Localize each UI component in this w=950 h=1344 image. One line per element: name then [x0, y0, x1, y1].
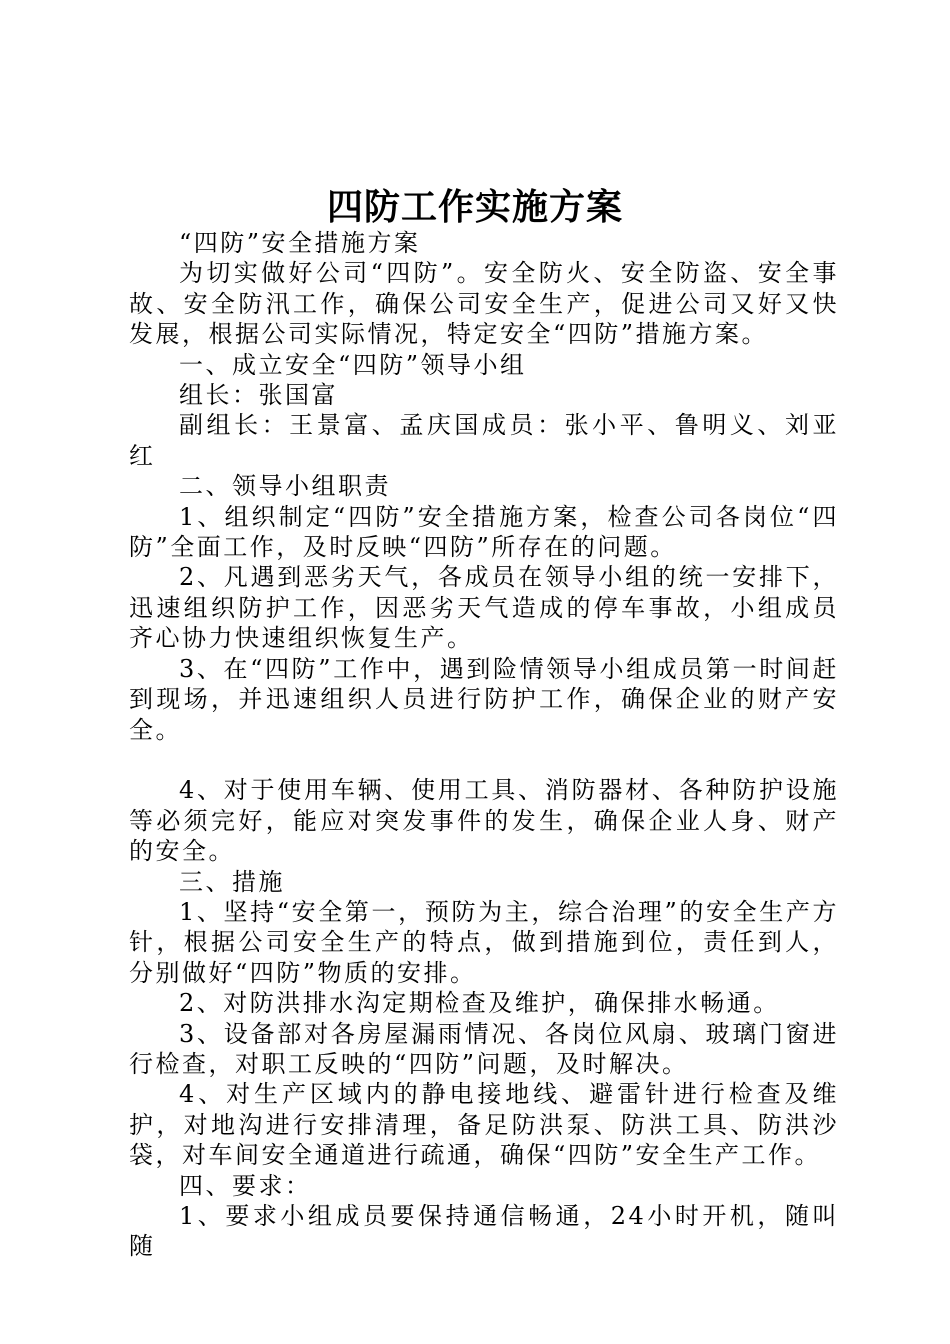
- measure-item-4: 4、对生产区域内的静电接地线、避雷针进行检查及维护，对地沟进行安排清理，备足防洪泵、防洪工具、防洪沙袋，对车间安全通道进行疏通，确保“四防”安全生产工作。: [129, 1080, 839, 1170]
- section-heading-2: 二、领导小组职责: [179, 472, 391, 501]
- paragraph-leader: 组长：张国富: [179, 381, 338, 410]
- duty-item-1: 1、组织制定“四防”安全措施方案，检查公司各岗位“四防”全面工作，及时反映“四防”所存在的问题。: [129, 502, 839, 562]
- duty-item-3: 3、在“四防”工作中，遇到险情领导小组成员第一时间赶到现场，并迅速组织人员进行防护工作，确保企业的财产安全。: [129, 654, 839, 744]
- duty-item-2: 2、凡遇到恶劣天气，各成员在领导小组的统一安排下，迅速组织防护工作，因恶劣天气造成的停车事故，小组成员齐心协力快速组织恢复生产。: [129, 563, 839, 653]
- blank-line: [129, 745, 839, 775]
- duty-item-4: 4、对于使用车辆、使用工具、消防器材、各种防护设施等必须完好，能应对突发事件的发生，确保企业人身、财产的安全。: [129, 776, 839, 866]
- measure-item-2: 2、对防洪排水沟定期检查及维护，确保排水畅通。: [179, 989, 780, 1018]
- document-body: [129, 228, 839, 1262]
- document-title: 四防工作实施方案: [326, 186, 623, 228]
- paragraph-members: 副组长：王景富、孟庆国成员：张小平、鲁明义、刘亚红: [129, 411, 839, 470]
- section-heading-3: 三、措施: [179, 867, 285, 896]
- paragraph-intro: 为切实做好公司“四防”。安全防火、安全防盗、安全事故、安全防汛工作，确保公司安全生产，促进公司又好又快发展，根据公司实际情况，特定安全“四防”措施方案。: [129, 259, 839, 349]
- measure-item-3: 3、设备部对各房屋漏雨情况、各岗位风扇、玻璃门窗进行检查，对职工反映的“四防”问题，及时解决。: [129, 1019, 839, 1078]
- paragraph-subtitle: “四防”安全措施方案: [179, 229, 421, 257]
- section-heading-1: 一、成立安全“四防”领导小组: [179, 350, 527, 379]
- section-heading-4: 四、要求：: [179, 1171, 312, 1200]
- requirement-item-1: 1、要求小组成员要保持通信畅通，24小时开机，随叫随: [129, 1201, 839, 1261]
- measure-item-1: 1、坚持“安全第一，预防为主，综合治理”的安全生产方针，根据公司安全生产的特点，做到措施到位，责任到人，分别做好“四防”物质的安排。: [129, 897, 839, 987]
